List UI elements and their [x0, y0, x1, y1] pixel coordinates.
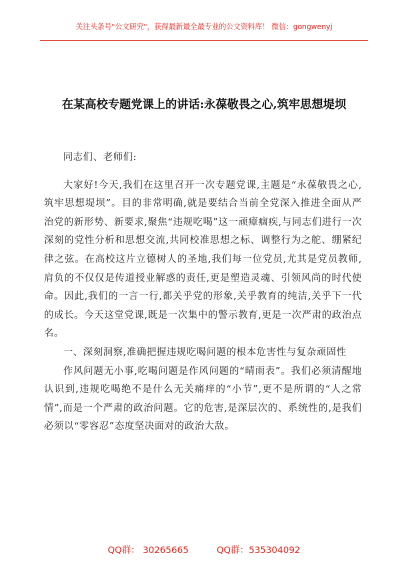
- document-title: 在某高校专题党课上的讲话:永葆敬畏之心,筑牢思想堤坝: [61, 97, 347, 111]
- greeting: 同志们、老师们:: [63, 152, 137, 163]
- paragraph-intro: 大家好!今天,我们在这里召开一次专题党课,主题是“永葆敬畏之心,筑牢思想堤坝”。目的非常明确,就是要结合当前全党深入推进全面从严治党的新形势、新要求,聚焦“违规吃喝”这一顽瘴痼疾,与同志们进行一次深刻的党性分析和思想交流,共同校准思想之标、调整行为之舵、绷紧纪律之弦。在高校这片立德树人的圣地,我们每一位党员,尤其是党员教师,肩负的不仅仅是传道授业解惑的责任,更是塑造灵魂、引领风尚的时代使命。因此,我们的一言一行,都关乎党的形象,关乎教育的纯洁,关乎下一代的成长。今天这堂党课,既是一次集中的警示教育,更是一次严肃的政治点名。: [44, 179, 362, 340]
- footer-qq-group-1: QQ群： 30265665: [107, 546, 189, 556]
- footer-qq-group-2: QQ群：535304092: [216, 546, 301, 556]
- header-divider: [40, 40, 368, 41]
- footer-contact: [40, 543, 368, 556]
- section-heading-1: 一、深刻洞察,准确把握违规吃喝问题的根本危害性与复杂顽固性: [63, 346, 347, 358]
- header-note: 关注头条号"公文研究"，获得最新最全最专业的公文资料库！ 微信：gongwenyj: [75, 22, 333, 31]
- paragraph-section-1: 作风问题无小事,吃喝问题是作风问题的“晴雨表”。我们必须清醒地认识到,违规吃喝绝不是什么无关痛痒的“小节”,更不是所谓的“人之常情”,而是一个严肃的政治问题。它的危害,是深层次的、系统性的,是我们必须以“零容忍”态度坚决面对的政治大敌。: [44, 365, 362, 433]
- document-body: [44, 149, 362, 437]
